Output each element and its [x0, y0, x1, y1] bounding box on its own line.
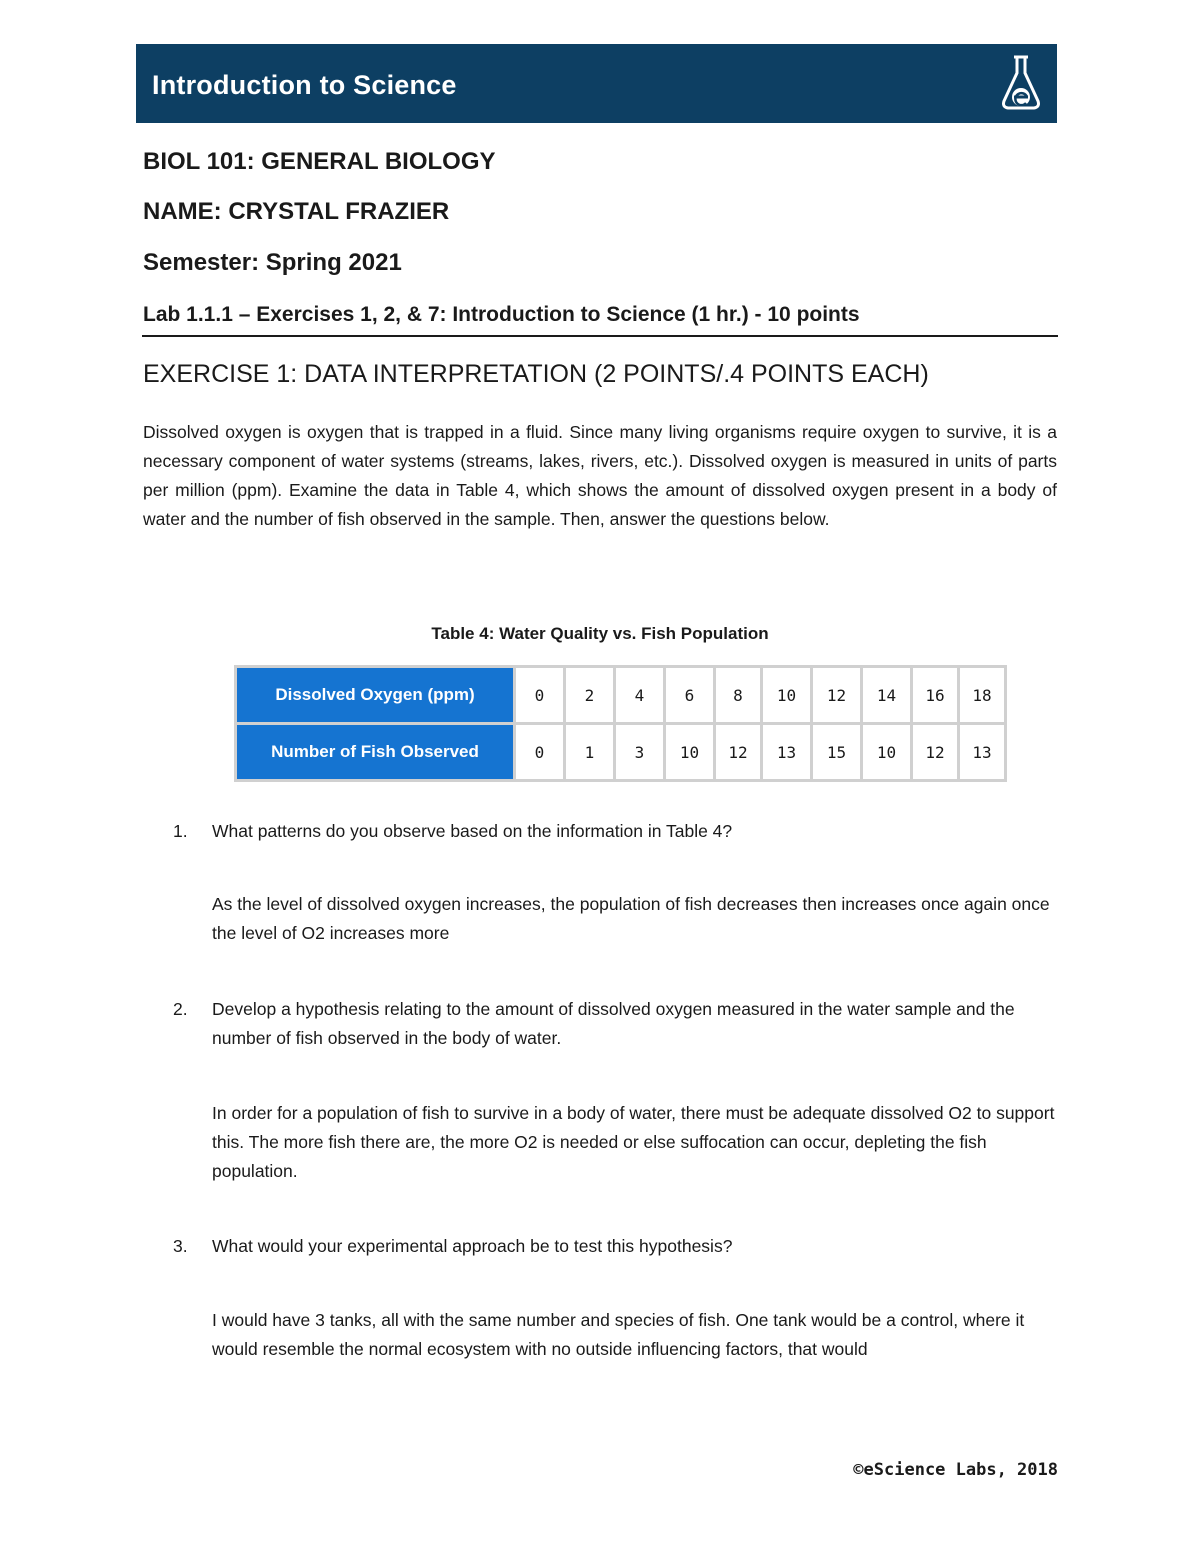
table-cell: 15	[812, 724, 862, 781]
answer-1: As the level of dissolved oxygen increases, the population of fish decreases then increases once again once the level of O2 increases more	[212, 894, 1050, 943]
table-cell: 14	[862, 667, 912, 724]
table-cell: 13	[762, 724, 812, 781]
exercise-title: EXERCISE 1: DATA INTERPRETATION (2 POINTS/.4 POINTS EACH)	[143, 360, 929, 388]
student-name: NAME: CRYSTAL FRAZIER	[143, 198, 450, 225]
table-cell: 4	[615, 667, 665, 724]
course-heading: BIOL 101: GENERAL BIOLOGY	[143, 148, 496, 175]
table-caption: Table 4: Water Quality vs. Fish Population	[431, 624, 769, 643]
question-text: What would your experimental approach be to test this hypothesis?	[212, 1236, 733, 1256]
table-cell: 10	[762, 667, 812, 724]
table-cell: 12	[912, 724, 959, 781]
answer-2: In order for a population of fish to survive in a body of water, there must be adequate dissolved O2 to support this. The more fish there are, the more O2 is needed or else suffocation can occur, depleting the fish population.	[212, 1103, 1055, 1181]
question-number: 2.	[173, 999, 188, 1019]
flask-logo-icon	[999, 53, 1043, 113]
table-cell: 10	[862, 724, 912, 781]
copyright-footer: ©eScience Labs, 2018	[853, 1460, 1058, 1480]
header-banner	[136, 44, 1057, 123]
table-row	[236, 724, 1006, 781]
table-cell: 3	[615, 724, 665, 781]
question-number: 1.	[173, 821, 188, 841]
table-row	[236, 667, 1006, 724]
table-cell: 2	[565, 667, 615, 724]
question-text: Develop a hypothesis relating to the amount of dissolved oxygen measured in the water sample and the number of fish observed in the body of water.	[212, 999, 1015, 1048]
table-cell: 0	[515, 667, 565, 724]
question-text: What patterns do you observe based on the information in Table 4?	[212, 821, 733, 841]
heading-rule	[142, 335, 1058, 337]
table-cell: 12	[715, 724, 762, 781]
table-cell: 6	[665, 667, 715, 724]
table-cell: 8	[715, 667, 762, 724]
banner-title: Introduction to Science	[152, 70, 457, 100]
row-header: Number of Fish Observed	[236, 724, 515, 781]
intro-paragraph: Dissolved oxygen is oxygen that is trapped in a fluid. Since many living organisms require oxygen to survive, it is a necessary component of water systems (streams, lakes, rivers, etc.). Dissolved oxygen is measured in units of parts per million (ppm). Examine the data in Table 4, which shows the amount of dissolved oxygen present in a body of water and the number of fish observed in the sample. Then, answer the questions below.	[143, 422, 1057, 529]
question-number: 3.	[173, 1236, 188, 1256]
lab-heading: Lab 1.1.1 – Exercises 1, 2, & 7: Introduction to Science (1 hr.) - 10 points	[143, 303, 860, 326]
semester-heading: Semester: Spring 2021	[143, 249, 402, 276]
row-header: Dissolved Oxygen (ppm)	[236, 667, 515, 724]
table-cell: 18	[959, 667, 1006, 724]
table-cell: 10	[665, 724, 715, 781]
table-cell: 12	[812, 667, 862, 724]
table-cell: 16	[912, 667, 959, 724]
answer-3: I would have 3 tanks, all with the same number and species of fish. One tank would be a control, where it would resemble the normal ecosystem with no outside influencing factors, that would	[212, 1310, 1025, 1359]
table-cell: 13	[959, 724, 1006, 781]
table-cell: 0	[515, 724, 565, 781]
data-table	[234, 665, 1007, 782]
table-cell: 1	[565, 724, 615, 781]
